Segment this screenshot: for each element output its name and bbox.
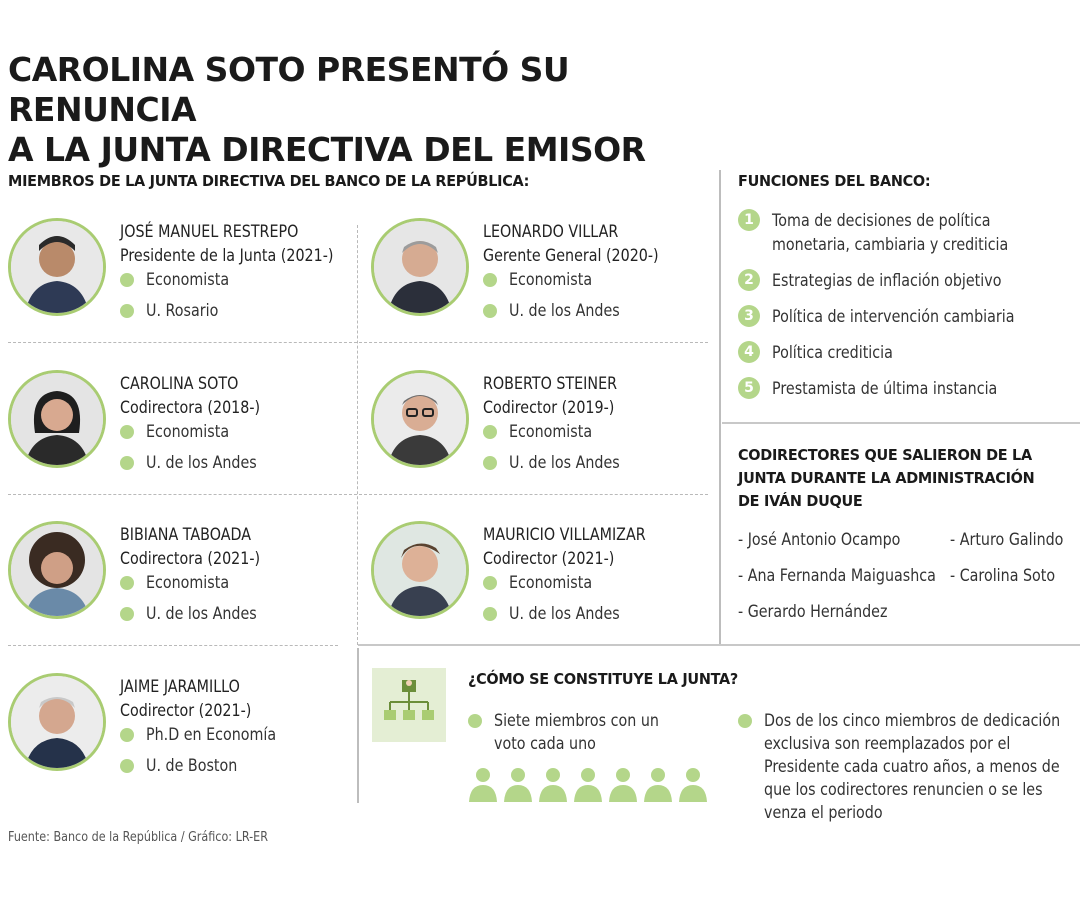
person-icon — [538, 766, 568, 804]
former-heading-line-3: DE IVÁN DUQUE — [738, 492, 863, 510]
bullet-icon — [120, 425, 134, 439]
function-text: Estrategias de inflación objetivo — [772, 271, 1002, 291]
member-card — [8, 218, 358, 348]
former-codirector: - José Antonio Ocampo — [738, 530, 901, 550]
avatar — [8, 521, 106, 619]
member-university: U. de los Andes — [483, 301, 641, 321]
member-profession: Economista — [483, 422, 608, 442]
former-heading-line-1: CODIRECTORES QUE SALIERON DE LA — [738, 446, 1032, 464]
member-card — [8, 370, 358, 500]
bullet-icon — [483, 607, 497, 621]
bullet-icon — [120, 273, 134, 287]
bullet-icon — [483, 273, 497, 287]
member-card — [8, 673, 358, 803]
member-profession: Economista — [120, 422, 245, 442]
former-codirector: - Arturo Galindo — [950, 530, 1064, 550]
avatar — [371, 370, 469, 468]
source-credit: Fuente: Banco de la República / Gráfico: LR-ER — [8, 830, 269, 845]
member-profession: Economista — [483, 270, 608, 290]
functions-heading: FUNCIONES DEL BANCO: — [738, 172, 931, 190]
org-chart-icon — [372, 668, 446, 742]
bullet-icon — [120, 456, 134, 470]
title-line-1: CAROLINA SOTO PRESENTÓ SU RENUNCIA — [8, 50, 570, 129]
member-university: U. de Boston — [120, 756, 255, 776]
member-university: U. de los Andes — [120, 453, 278, 473]
person-icon — [573, 766, 603, 804]
member-profession: Economista — [120, 573, 245, 593]
member-card — [371, 370, 721, 500]
bullet-icon — [483, 425, 497, 439]
members-heading: MIEMBROS DE LA JUNTA DIRECTIVA DEL BANCO DE LA REPÚBLICA: — [8, 172, 530, 190]
function-item — [738, 269, 1078, 295]
person-icon — [503, 766, 533, 804]
former-codirector: - Carolina Soto — [950, 566, 1056, 586]
bullet-icon — [120, 759, 134, 773]
member-university: U. Rosario — [120, 301, 232, 321]
person-icon — [643, 766, 673, 804]
number-badge: 2 — [738, 269, 760, 291]
member-role: Codirector (2019-) — [483, 398, 615, 418]
member-role: Codirector (2021-) — [483, 549, 615, 569]
member-university: U. de los Andes — [483, 604, 641, 624]
bullet-icon — [120, 607, 134, 621]
former-heading-line-2: JUNTA DURANTE LA ADMINISTRACIÓN — [738, 469, 1035, 487]
seven-members-graphic — [468, 766, 718, 806]
member-card — [371, 521, 721, 651]
avatar — [371, 218, 469, 316]
number-badge: 4 — [738, 341, 760, 363]
member-role: Presidente de la Junta (2021-) — [120, 246, 334, 266]
function-item — [738, 209, 1078, 259]
bullet-icon — [120, 728, 134, 742]
bullet-icon — [120, 304, 134, 318]
function-item — [738, 377, 1078, 403]
divider-functions — [722, 422, 1080, 424]
function-text: Política crediticia — [772, 343, 893, 363]
former-codirector: - Gerardo Hernández — [738, 602, 888, 622]
member-name: JOSÉ MANUEL RESTREPO — [120, 222, 299, 242]
bullet-icon — [738, 714, 752, 728]
member-profession: Ph.D en Economía — [120, 725, 301, 745]
bullet-icon — [120, 576, 134, 590]
member-profession: Economista — [483, 573, 608, 593]
avatar — [8, 218, 106, 316]
avatar — [8, 370, 106, 468]
bullet-icon — [483, 456, 497, 470]
function-item — [738, 341, 1078, 367]
function-text: Política de intervención cambiaria — [772, 307, 1015, 327]
number-badge: 3 — [738, 305, 760, 327]
member-role: Codirector (2021-) — [120, 701, 252, 721]
number-badge: 5 — [738, 377, 760, 399]
former-heading — [738, 444, 1034, 513]
bullet-icon — [483, 304, 497, 318]
avatar — [8, 673, 106, 771]
person-icon — [608, 766, 638, 804]
number-badge: 1 — [738, 209, 760, 231]
person-icon — [678, 766, 708, 804]
member-university: U. de los Andes — [483, 453, 641, 473]
avatar — [371, 521, 469, 619]
member-role: Gerente General (2020-) — [483, 246, 659, 266]
bullet-icon — [483, 576, 497, 590]
bullet-icon — [468, 714, 482, 728]
page-title — [8, 50, 748, 170]
member-role: Codirectora (2018-) — [120, 398, 261, 418]
member-card — [371, 218, 721, 348]
person-icon — [468, 766, 498, 804]
function-text: Prestamista de última instancia — [772, 379, 998, 399]
member-card — [8, 521, 358, 651]
member-name: CAROLINA SOTO — [120, 374, 239, 394]
member-role: Codirectora (2021-) — [120, 549, 261, 569]
member-name: LEONARDO VILLAR — [483, 222, 619, 242]
member-university: U. de los Andes — [120, 604, 278, 624]
member-name: JAIME JARAMILLO — [120, 677, 240, 697]
member-name: ROBERTO STEINER — [483, 374, 618, 394]
member-name: BIBIANA TABOADA — [120, 525, 251, 545]
former-codirector: - Ana Fernanda Maiguashca — [738, 566, 936, 586]
member-profession: Economista — [120, 270, 245, 290]
title-line-2: A LA JUNTA DIRECTIVA DEL EMISOR — [8, 130, 646, 169]
constitution-heading: ¿CÓMO SE CONSTITUYE LA JUNTA? — [468, 670, 739, 688]
member-name: MAURICIO VILLAMIZAR — [483, 525, 646, 545]
function-text: Toma de decisiones de política monetaria, cambiaria y crediticia — [772, 211, 1009, 255]
function-item — [738, 305, 1078, 331]
